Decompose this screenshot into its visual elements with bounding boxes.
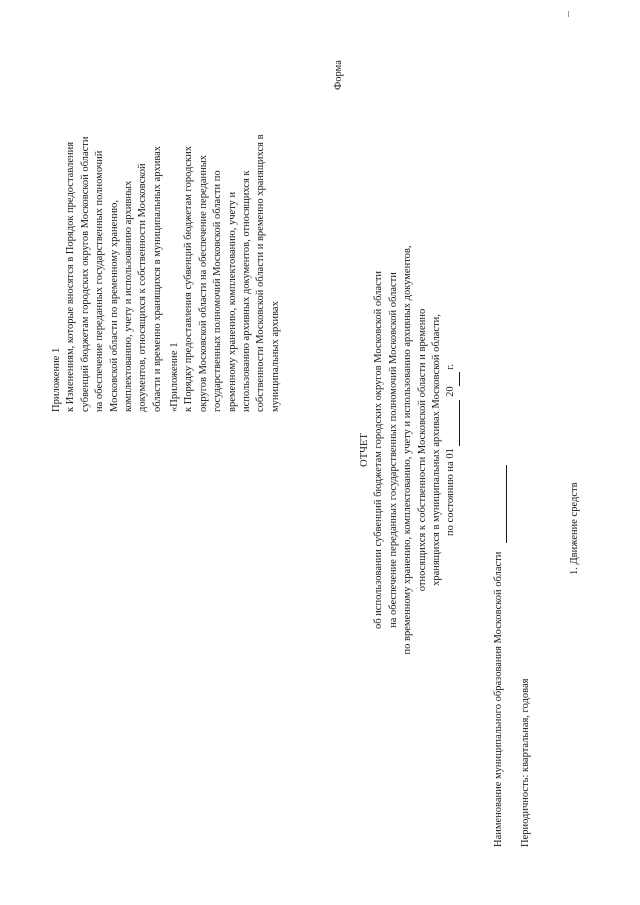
scan-mark	[568, 11, 569, 17]
order-annex-line: использованию архивных документов, относящихся к	[241, 170, 253, 412]
amendment-annex-line: области и временно хранящихся в муниципальных архивах	[151, 145, 163, 412]
order-annex-line: муниципальных архивах	[269, 301, 281, 412]
report-line: хранящихся в муниципальных архивах Московской области,	[431, 314, 443, 586]
amendment-annex-line: на обеспечение переданных государственных полномочий	[94, 150, 106, 412]
report-line: по временному хранению, комплектованию, учету и использованию архивных документов,	[402, 245, 414, 655]
report-date-year-prefix: 20	[445, 386, 457, 397]
amendment-annex-line: Московской области по временному хранению,	[108, 199, 120, 412]
amendment-annex-line: комплектованию, учету и использованию архивных	[123, 180, 135, 412]
municipality-row	[492, 465, 507, 847]
report-line: относящихся к собственности Московской области и временно	[416, 308, 428, 592]
amendment-annex-line: субвенций бюджетам городских округов Московской области	[79, 136, 91, 412]
order-annex	[168, 134, 283, 412]
order-annex-line: собственности Московской области и временно хранящихся в	[255, 134, 267, 412]
form-label-text: Форма	[333, 60, 344, 90]
date-day-month-blank	[444, 400, 459, 446]
amendment-annex-title: Приложение 1	[51, 347, 62, 412]
amendment-annex-line: документов, относящихся к собственности Московской	[137, 163, 149, 412]
report-date	[444, 210, 459, 690]
periodicity-label: Периодичность: квартальная, годовая	[520, 678, 531, 847]
amendment-annex-line: к Изменениям, которые вносятся в Порядок предоставления	[65, 141, 77, 412]
order-annex-line: временному хранению, комплектованию, учету и	[226, 191, 238, 412]
amendment-annex	[50, 136, 165, 412]
report-line: на обеспечение переданных государственных полномочий Московской области	[387, 272, 399, 628]
form-label	[332, 60, 346, 90]
section-heading	[568, 482, 582, 575]
report-line: об использовании субвенций бюджетам городских округов Московской области	[373, 270, 385, 630]
order-annex-line: округов Московской области на обеспечение переданных	[197, 154, 209, 412]
section-heading-text: 1. Движение средств	[569, 482, 580, 575]
order-annex-title: «Приложение 1	[169, 342, 180, 412]
report-date-prefix: по состоянию на 01	[445, 448, 457, 536]
date-year-blank	[444, 372, 459, 386]
report-date-suffix: г.	[445, 364, 457, 370]
report-heading	[358, 210, 460, 690]
report-title: ОТЧЕТ	[359, 433, 370, 467]
municipality-label: Наименование муниципального образования Московской области	[493, 551, 504, 847]
order-annex-line: к Порядку предоставления субвенций бюджетам городских	[183, 145, 195, 412]
municipality-blank	[492, 465, 507, 543]
order-annex-line: государственных полномочий Московской области по	[212, 170, 224, 412]
periodicity-row	[519, 679, 533, 847]
